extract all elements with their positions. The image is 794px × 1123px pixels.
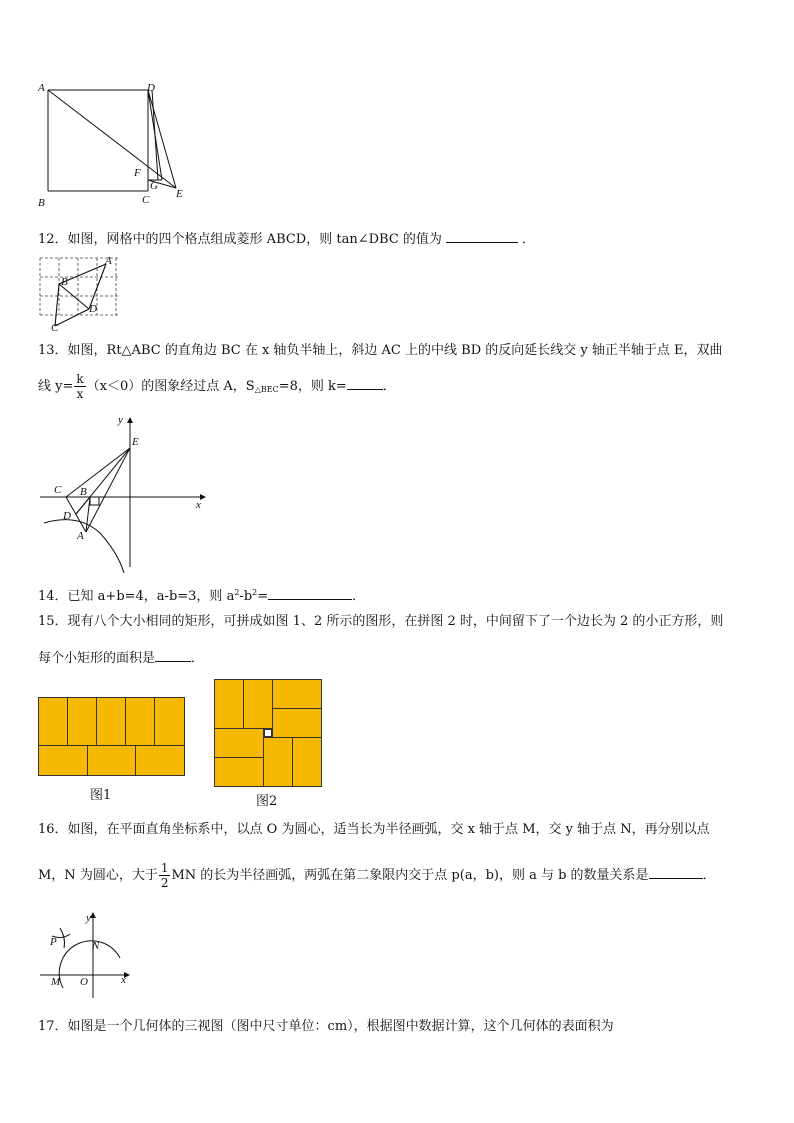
q16-label-x: x bbox=[121, 974, 126, 986]
q13-label-y: y bbox=[118, 414, 123, 426]
q13-hyperbola-figure bbox=[38, 415, 208, 575]
question-17 bbox=[38, 1019, 614, 1035]
q12-label-C: C bbox=[51, 322, 59, 334]
fig1-rect bbox=[38, 745, 88, 776]
fig1-rect bbox=[38, 697, 68, 746]
q13-label-A: A bbox=[77, 530, 84, 542]
q13-label-D: D bbox=[63, 510, 71, 522]
q16-frac-num: 1 bbox=[160, 861, 169, 875]
q12-text: 12．如图，网格中的四个格点组成菱形 ABCD，则 tan∠DBC 的值为 bbox=[38, 232, 442, 247]
q15-figure-1 bbox=[38, 697, 185, 776]
q14-end: ． bbox=[352, 589, 366, 604]
fig1-rect bbox=[96, 697, 126, 746]
fig1-rect bbox=[154, 697, 185, 746]
question-13-line2 bbox=[38, 372, 396, 405]
q13-line2-mid: （x＜0）的图象经过点 A，S bbox=[86, 379, 255, 394]
q16-label-M: M bbox=[51, 976, 61, 988]
q16-fraction bbox=[159, 861, 171, 890]
fig2-center-gap bbox=[264, 729, 272, 737]
q16-end: ． bbox=[702, 868, 716, 883]
q15-end: ． bbox=[191, 651, 205, 666]
question-15-line1 bbox=[38, 614, 723, 630]
q12-label-D: D bbox=[89, 303, 97, 315]
q14-suffix: = bbox=[257, 589, 269, 604]
q14-mid: -b bbox=[239, 589, 253, 604]
question-15-line2 bbox=[38, 649, 204, 667]
q16-line1-text: 16．如图，在平面直角坐标系中，以点 O 为圆心，适当长为半径画弧，交 x 轴于点 M，交 y 轴于点 N，再分别以点 bbox=[38, 822, 710, 837]
fig2-rect bbox=[214, 728, 264, 758]
fig1-rect bbox=[135, 745, 185, 776]
label-G: G bbox=[150, 180, 158, 192]
q12-label-A: A bbox=[105, 255, 112, 267]
fig2-rect bbox=[263, 737, 293, 787]
q12-label-B: B bbox=[61, 276, 68, 288]
fig1-rect bbox=[125, 697, 155, 746]
fig2-rect bbox=[272, 679, 322, 709]
label-F: F bbox=[134, 167, 141, 179]
q16-answer-blank[interactable] bbox=[649, 866, 703, 879]
label-A: A bbox=[38, 82, 45, 94]
q14-prefix: 14．已知 a+b=4，a-b=3，则 a bbox=[38, 589, 235, 604]
q15-answer-blank[interactable] bbox=[155, 649, 191, 662]
question-14 bbox=[38, 585, 365, 605]
q13-label-C: C bbox=[54, 484, 62, 496]
q13-line1-text: 13．如图，Rt△ABC 的直角边 BC 在 x 轴负半轴上，斜边 AC 上的中线 BD 的反向延长线交 y 轴正半轴于点 E，双曲 bbox=[38, 343, 723, 358]
q14-answer-blank[interactable] bbox=[268, 587, 352, 600]
q15-line1-text: 15．现有八个大小相同的矩形，可拼成如图 1、2 所示的图形，在拼图 2 时，中间留下了一个边长为 2 的小正方形，则 bbox=[38, 614, 724, 629]
q13-line2-prefix: 线 y= bbox=[38, 379, 74, 394]
q13-frac-den: x bbox=[76, 387, 84, 401]
q13-line2-suffix: =8，则 k= bbox=[278, 379, 347, 394]
q16-label-y: y bbox=[86, 912, 91, 924]
q13-fraction bbox=[74, 372, 85, 401]
q15-figure-2 bbox=[214, 679, 322, 787]
question-16-line1 bbox=[38, 822, 710, 838]
q15-fig2-caption: 图2 bbox=[256, 794, 278, 809]
q16-label-N: N bbox=[92, 940, 100, 952]
q16-line2-a: M，N 为圆心，大于 bbox=[38, 868, 158, 883]
q13-label-x: x bbox=[196, 499, 201, 511]
q13-end: ． bbox=[382, 379, 396, 394]
fig2-rect bbox=[243, 679, 273, 729]
q17-text: 17．如图是一个几何体的三视图（图中尺寸单位：cm），根据图中数据计算，这个几何体的表面积为 bbox=[38, 1019, 614, 1034]
fig2-rect bbox=[292, 737, 322, 787]
fig1-rect bbox=[87, 745, 136, 776]
q16-label-O: O bbox=[80, 976, 88, 988]
q13-label-E: E bbox=[132, 436, 139, 448]
q16-line2-b: MN 的长为半径画弧，两弧在第二象限内交于点 p(a，b)，则 a 与 b 的数量关系是 bbox=[171, 868, 649, 883]
q14-sup1: 2 bbox=[234, 588, 240, 597]
fig2-rect bbox=[272, 708, 322, 738]
fig2-rect bbox=[214, 757, 264, 787]
fig1-rect bbox=[67, 697, 97, 746]
q13-label-B: B bbox=[80, 486, 87, 498]
fig2-rect bbox=[214, 679, 244, 729]
q13-answer-blank[interactable] bbox=[347, 377, 383, 390]
q16-frac-den: 2 bbox=[160, 876, 169, 890]
q15-line2-text: 每个小矩形的面积是 bbox=[38, 651, 156, 666]
label-C: C bbox=[142, 194, 150, 206]
top-geometry-figure bbox=[30, 78, 200, 218]
q15-fig1-caption: 图1 bbox=[90, 788, 112, 803]
q16-label-P: P bbox=[50, 936, 57, 948]
q13-frac-num: k bbox=[76, 372, 84, 386]
q12-answer-blank[interactable] bbox=[446, 230, 518, 243]
question-12 bbox=[38, 230, 535, 248]
label-D: D bbox=[147, 82, 155, 94]
q14-sup2: 2 bbox=[252, 588, 258, 597]
label-B: B bbox=[38, 197, 45, 209]
question-16-line2 bbox=[38, 856, 716, 896]
q12-end: ． bbox=[521, 232, 535, 247]
question-13-line1 bbox=[38, 343, 723, 359]
q13-subscript: △BEC bbox=[254, 385, 279, 394]
label-E: E bbox=[176, 188, 183, 200]
